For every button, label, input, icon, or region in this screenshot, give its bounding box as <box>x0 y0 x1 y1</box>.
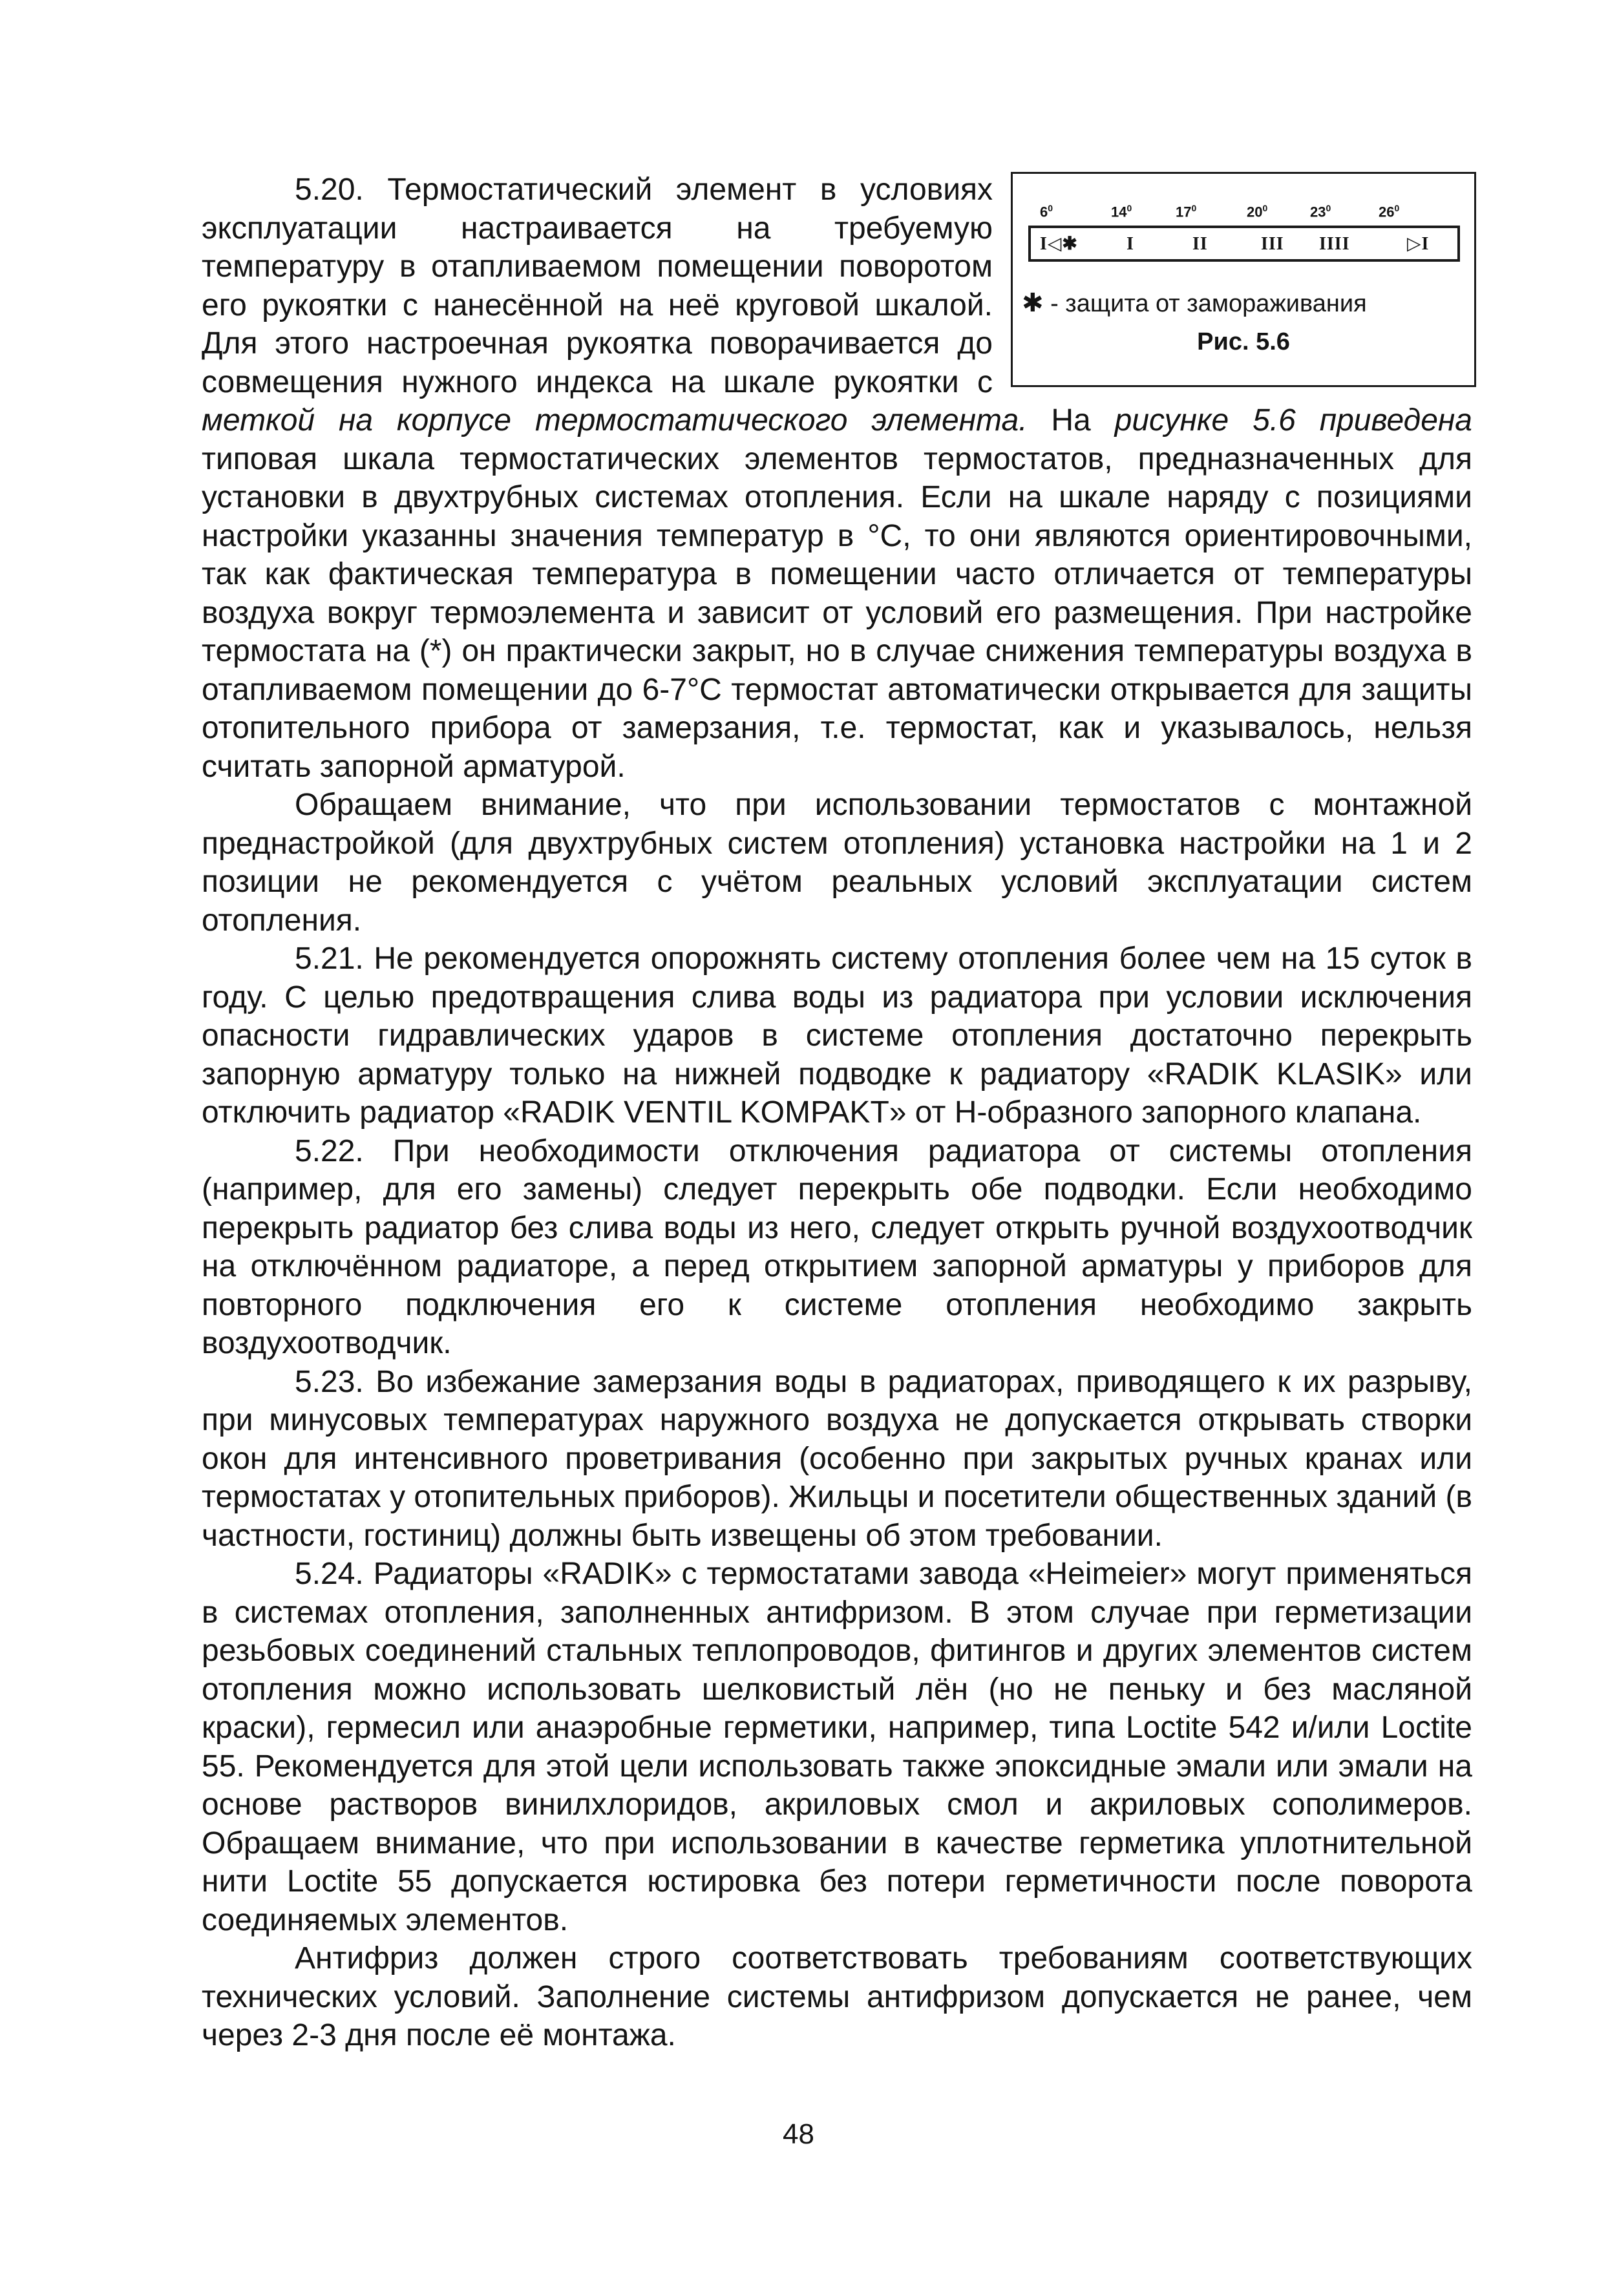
body-text <box>202 171 1472 2055</box>
paragraph-5-20-note: Обращаем внимание, что при использовании термостатов с монтажной преднастройкой (для двухтрубных систем отопления) установка настройки на 1 и 2 позиции не рекомендуется с учётом реальных условий эксплуатации систем отопления. <box>202 788 1472 938</box>
paragraph-5-22: 5.22. При необходимости отключения радиатора от системы отопления (например, для его замены) следует перекрыть обе подводки. Если необходимо перекрыть радиатор без слива воды из него, следует открыть ручной воздухоотводчик на отключённом радиаторе, а перед открытием запорной арматуры у приборов для повторного подключения его к системе отопления необходимо закрыть воздухоотводчик. <box>202 1133 1472 1360</box>
temperature-labels <box>1013 201 1474 227</box>
scale-mark-3: III <box>1261 234 1284 254</box>
temp-label-14: $14^0$ <box>1111 203 1132 220</box>
temp-label-26: $26^0$ <box>1379 203 1400 220</box>
paragraph-5-23: 5.23. Во избежание замерзания воды в радиаторах, приводящего к их разрыву, при минусовых температурах наружного воздуха не допускается открывать створки окон для интенсивного проветривания (особенно при закрытых ручных кранах или термостатах у отопительных приборов). Жильцы и посетители общественных зданий (в частности, гостиниц) должны быть извещены об этом требовании. <box>202 1364 1473 1553</box>
temp-label-6: $6^0$ <box>1040 203 1053 220</box>
paragraph-5-24: 5.24. Радиаторы «RADIK» с термостатами завода «Heimeier» могут применяться в системах отопления, заполненных антифризом. В этом случае при герметизации резьбовых соединений стальных теплопроводов, фитингов и других элементов систем отопления можно использовать шелковистый лён (но не пеньку и без масляной краски), гермесил или анаэробные герметики, например, типа Loctite 542 и/или Loctite 55. Рекомендуется для этой цели использовать также эпоксидные эмали или эмали на основе растворов винилхлоридов, акриловых смол и акриловых сополимеров. Обращаем внимание, что при использовании в качестве герметика уплотнительной нити Loctite 55 допускается юстировка без потери герметичности после поворота соединяемых элементов. <box>202 1557 1472 1937</box>
figure-5-6-thermostat-scale <box>1011 172 1476 387</box>
snowflake-icon: ✱ <box>1022 289 1044 317</box>
temp-label-20: $20^0$ <box>1247 203 1268 220</box>
scale-mark-frost-protection: I◁✱ <box>1040 234 1078 254</box>
temp-label-23: $23^0$ <box>1310 203 1331 220</box>
scale-mark-1: I <box>1126 234 1134 254</box>
page-number: 48 <box>783 2118 814 2150</box>
scale-mark-4: IIII <box>1319 234 1350 254</box>
thermostat-scale-bar <box>1028 226 1460 262</box>
scale-mark-max: ▷I <box>1407 234 1430 254</box>
paragraph-antifreeze: Антифриз должен строго соответствовать требованиям соответствующих технических условий. Заполнение системы антифризом допускается не ранее, чем через 2-3 дня после её монтажа. <box>202 1941 1472 2052</box>
figure-legend <box>1022 289 1367 318</box>
figure-caption: Рис. 5.6 <box>1197 328 1290 355</box>
legend-text: - защита от замораживания <box>1050 290 1367 317</box>
paragraph-5-20: $6^0$ $14^0$ $17^0$ $20^0$ $23^0$ $26^0$ I◁✱ I II III IIII ▷I ✱ - защита от замораживания Рис. 5.6 5.20. Термостатический элемент в условиях эксплуатации настраивается на требуемую температуру в отапливаемом помещении поворотом его рукоятки с нанесённой на неё круговой шкалой. Для этого настроечная рукоятка поворачивается до совмещения нужного индекса на шкале рукоятки с меткой на корпусе термостатического элемента. На рисунке 5.6 приведена типовая шкала термостатических элементов термостатов, предназначенных для установки в двухтрубных системах отопления. Если на шкале наряду с позициями настройки указанны значения температур в °С, то они являются ориентировочными, так как фактическая температура в помещении часто отличается от температуры воздуха вокруг термоэлемента и зависит от условий его размещения. При настройке термостата на (*) он практически закрыт, но в случае снижения температуры воздуха в отапливаемом помещении до 6-7°С термостат автоматически открывается для защиты отопительного прибора от замерзания, т.е. термостат, как и указывалось, нельзя считать запорной арматурой. <box>202 171 1472 786</box>
paragraph-5-21: 5.21. Не рекомендуется опорожнять систему отопления более чем на 15 суток в году. С целью предотвращения слива воды из радиатора при условии исключения опасности гидравлических ударов в системе отопления достаточно перекрыть запорную арматуру только на нижней подводке к радиатору «RADIK KLASIK» или отключить радиатор «RADIK VENTIL KOMPAKT» от Н-образного запорного клапана. <box>202 942 1472 1130</box>
scale-mark-2: II <box>1192 234 1208 254</box>
temp-label-17: $17^0$ <box>1176 203 1197 220</box>
